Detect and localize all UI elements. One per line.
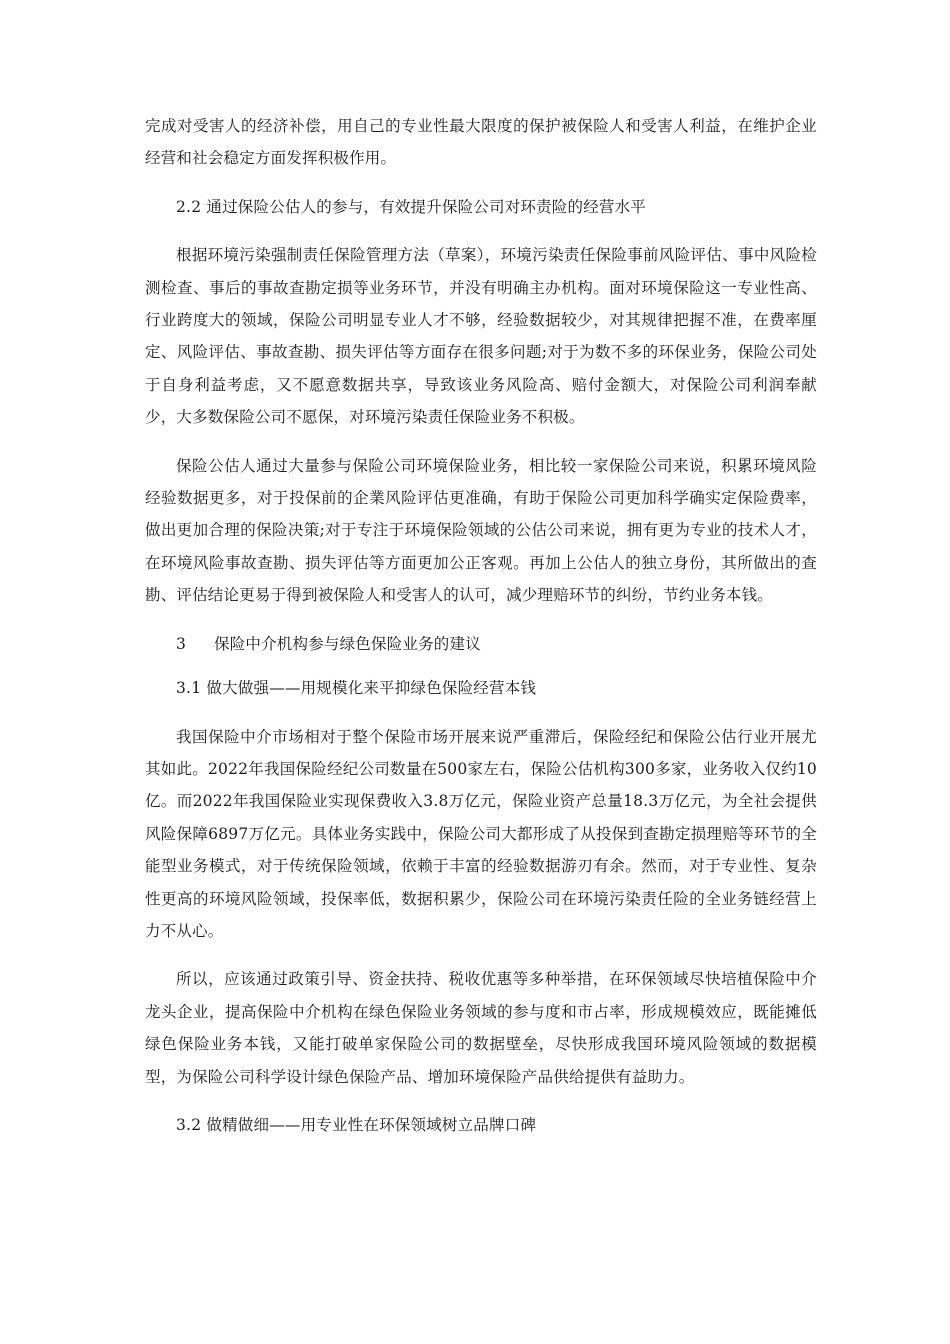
document-body bbox=[145, 110, 817, 1141]
section-title: 做精做细——用专业性在环保领域树立品牌口碑 bbox=[206, 1115, 537, 1134]
section-heading-2-2 bbox=[145, 191, 817, 223]
paragraph-continuation: 完成对受害人的经济补偿，用自己的专业性最大限度的保护被保险人和受害人利益，在维护企业经营和社会稳定方面发挥积极作用。 bbox=[145, 117, 817, 168]
section-number: 2.2 bbox=[176, 197, 202, 216]
section-number: 3.1 bbox=[176, 679, 202, 698]
section-heading-3 bbox=[145, 628, 817, 660]
paragraph-body: 所以，应该通过政策引导、资金扶持、税收优惠等多种举措，在环保领域尽快培植保险中介龙头企业，提高保险中介机构在绿色保险业务领域的参与度和市占率，形成规模效应，既能摊低绿色保险业务本钱，又能打破单家保险公司的数据壁垒，尽快形成我国环境风险领域的数据模型，为保险公司科学设计绿色保险产品、增加环境保险产品供给提供有益助力。 bbox=[145, 970, 817, 1086]
section-heading-3-1 bbox=[145, 672, 817, 704]
section-number: 3.2 bbox=[176, 1115, 202, 1134]
paragraph-body: 根据环境污染强制责任保险管理方法（草案），环境污染责任保险事前风险评估、事中风险检测检查、事后的事故查勘定损等业务环节，并没有明确主办机构。面对环境保险这一专业性高、行业跨度大的领域，保险公司明显专业人才不够，经验数据较少，对其规律把握不准，在费率厘定、风险评估、事故查勘、损失评估等方面存在很多问题;对于为数不多的环保业务，保险公司处于自身利益考虑，又不愿意数据共享，导致该业务风险高、赔付金额大，对保险公司利润奉献少，大多数保险公司不愿保，对环境污染责任保险业务不积极。 bbox=[145, 246, 817, 427]
section-title: 做大做强——用规模化来平抑绿色保险经营本钱 bbox=[206, 679, 537, 698]
section-heading-3-2 bbox=[145, 1109, 817, 1141]
paragraph-body: 保险公估人通过大量参与保险公司环境保险业务，相比较一家保险公司来说，积累环境风险经验数据更多，对于投保前的企業风险评估更准确，有助于保险公司更加科学确实定保险费率，做出更加合理的保险决策;对于专注于环境保险领域的公估公司来说，拥有更为专业的技术人才，在环境风险事故查勘、损失评估等方面更加公正客观。再加上公估人的独立身份，其所做出的查勘、评估结论更易于得到被保险人和受害人的认可，减少理赔环节的纠纷，节约业务本钱。 bbox=[145, 456, 817, 605]
paragraph-body: 我国保险中介市场相对于整个保险市场开展来说严重滞后，保险经纪和保险公估行业开展尤其如此。2022年我国保险经纪公司数量在500家左右，保险公估机构300多家，业务收入仅约10亿。而2022年我国保险业实现保费收入3.8万亿元，保险业资产总量18.3万亿元，为全社会提供风险保障6897万亿元。具体业务实践中，保险公司大都形成了从投保到查勘定损理赔等环节的全能型业务模式，对于传统保险领域，依赖于丰富的经验数据游刃有余。然而，对于专业性、复杂性更高的环境风险领域，投保率低，数据积累少，保险公司在环境污染责任险的全业务链经营上力不从心。 bbox=[145, 727, 817, 940]
section-number: 3 bbox=[176, 634, 187, 653]
section-title: 保险中介机构参与绿色保险业务的建议 bbox=[214, 634, 481, 653]
section-title: 通过保险公估人的参与，有效提升保险公司对环责险的经营水平 bbox=[206, 197, 647, 216]
